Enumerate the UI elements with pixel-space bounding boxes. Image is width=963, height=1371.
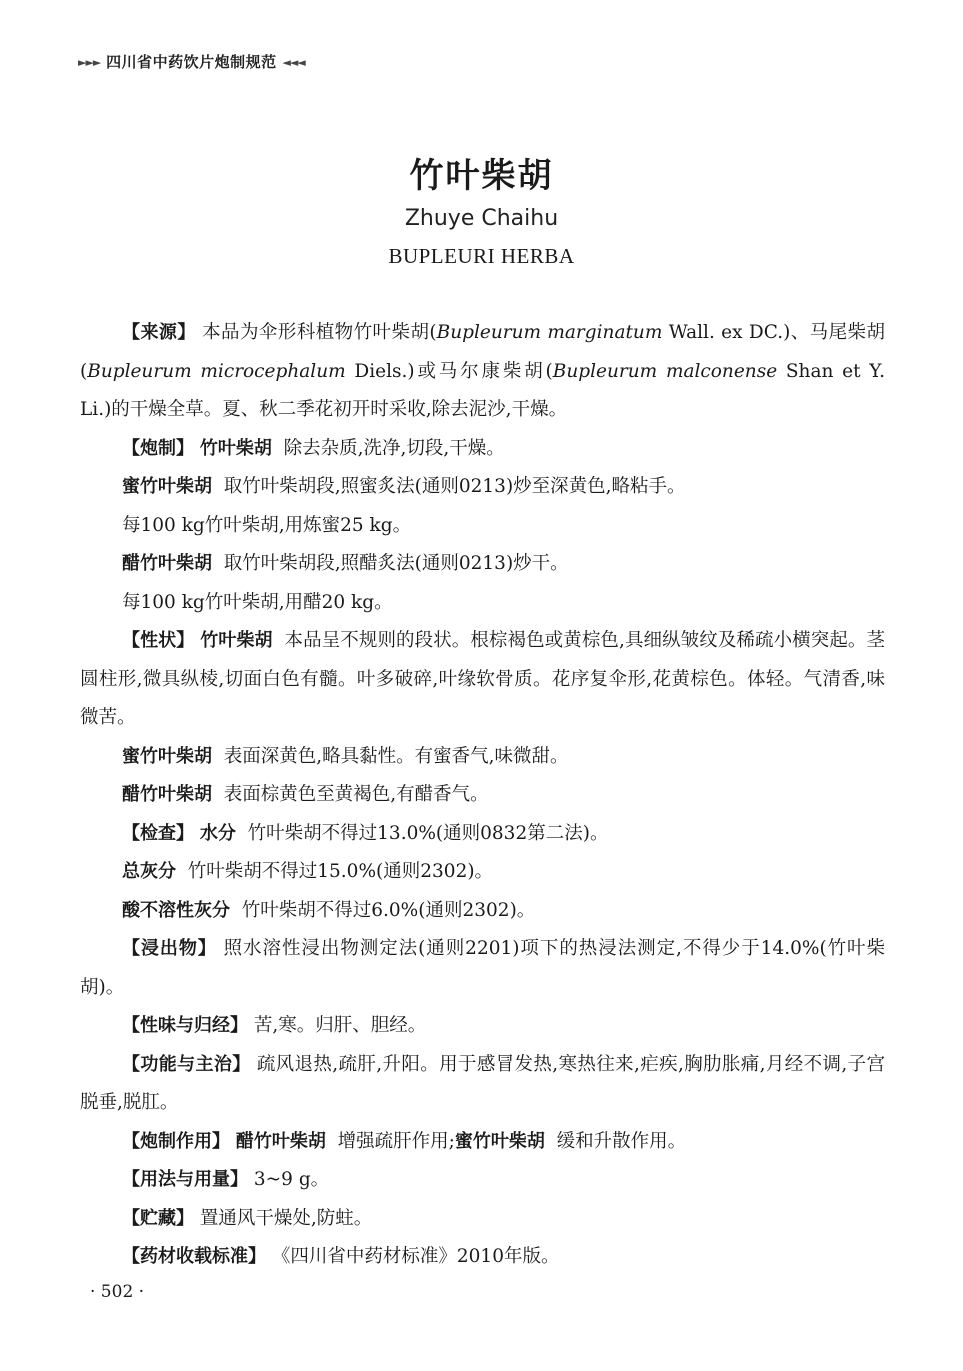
label-usage: 【用法与用量】 <box>122 1169 248 1190</box>
sub-label: 酸不溶性灰分 <box>122 899 230 921</box>
sub-label: 蜜竹叶柴胡 <box>122 745 212 767</box>
section-function: 【功能与主治】 疏风退热,疏肝,升阳。用于感冒发热,寒热往来,疟疾,胸肋胀痛,月经不调,子宫脱垂,脱肛。 <box>80 1053 885 1113</box>
header-right-arrows-icon: ◄◄◄ <box>282 56 305 69</box>
species-name: Bupleurum malconense <box>552 360 778 382</box>
section-inspection: 【检查】 水分 竹叶柴胡不得过13.0%(通则0832第二法)。 <box>122 822 609 844</box>
label-standard: 【药材收载标准】 <box>122 1246 266 1267</box>
label-effect: 【炮制作用】 <box>122 1130 230 1152</box>
sub-label: 醋竹叶柴胡 <box>122 553 212 574</box>
title-latin: BUPLEURI HERBA <box>388 244 575 268</box>
sub-label: 总灰分 <box>122 861 176 882</box>
sub-label: 竹叶柴胡 <box>199 437 272 459</box>
sub-label: 醋竹叶柴胡 <box>235 1130 326 1152</box>
section-extract: 【浸出物】 照水溶性浸出物测定法(通则2201)项下的热浸法测定,不得少于14.0%(竹叶柴胡)。 <box>80 938 886 998</box>
characteristics-vinegar: 醋竹叶柴胡 表面棕黄色至黄褐色,有醋香气。 <box>122 784 489 805</box>
header-left-arrows-icon: ►►► <box>78 56 101 69</box>
processing-honey: 蜜竹叶柴胡 取竹叶柴胡段,照蜜炙法(通则0213)炒至深黄色,略粘手。 <box>122 476 686 497</box>
monograph-body <box>80 314 885 1277</box>
section-characteristics: 【性状】 竹叶柴胡 本品呈不规则的段状。根棕褐色或黄棕色,具细纵皱纹及稀疏小横突起。茎圆柱形,微具纵棱,切面白色有髓。叶多破碎,叶缘软骨质。花序复伞形,花黄棕色。体轻。气清香,味微苦。 <box>80 630 886 728</box>
inspection-ash: 总灰分 竹叶柴胡不得过15.0%(通则2302)。 <box>122 861 494 882</box>
label-nature: 【性味与归经】 <box>122 1015 248 1036</box>
sub-label: 醋竹叶柴胡 <box>122 784 212 805</box>
section-source: 【来源】 本品为伞形科植物竹叶柴胡(Bupleurum marginatum Wall. ex DC.)、马尾柴胡(Bupleurum microcephalum Diels.)或马尔康柴胡(Bupleurum malconense Shan et Y. Li.)的干燥全草。夏、秋二季花初开时采收,除去泥沙,干燥。 <box>80 322 886 420</box>
section-effect: 【炮制作用】 醋竹叶柴胡 增强疏肝作用;蜜竹叶柴胡 缓和升散作用。 <box>122 1130 687 1152</box>
sub-label: 水分 <box>199 822 236 844</box>
label-inspection: 【检查】 <box>122 822 194 844</box>
sub-label: 蜜竹叶柴胡 <box>122 476 212 497</box>
label-characteristics: 【性状】 <box>122 630 195 651</box>
monograph-title-block <box>0 150 963 276</box>
sub-label: 蜜竹叶柴胡 <box>454 1130 545 1152</box>
label-processing: 【炮制】 <box>122 437 194 459</box>
section-standard: 【药材收载标准】 《四川省中药材标准》2010年版。 <box>122 1246 560 1267</box>
running-header <box>78 51 305 72</box>
label-function: 【功能与主治】 <box>122 1053 251 1075</box>
page-number: · 502 · <box>90 1282 145 1302</box>
species-name: Bupleurum marginatum <box>436 322 663 343</box>
label-extract: 【浸出物】 <box>122 938 217 959</box>
processing-vinegar: 醋竹叶柴胡 取竹叶柴胡段,照醋炙法(通则0213)炒干。 <box>122 553 569 574</box>
section-storage: 【贮藏】 置通风干燥处,防蛀。 <box>122 1207 373 1229</box>
processing-honey-ratio: 每100 kg竹叶柴胡,用炼蜜25 kg。 <box>122 514 412 536</box>
header-title: 四川省中药饮片炮制规范 <box>106 53 277 71</box>
label-source: 【来源】 <box>122 322 196 343</box>
characteristics-honey: 蜜竹叶柴胡 表面深黄色,略具黏性。有蜜香气,味微甜。 <box>122 745 569 767</box>
inspection-acid-ash: 酸不溶性灰分 竹叶柴胡不得过6.0%(通则2302)。 <box>122 899 536 921</box>
title-chinese: 竹叶柴胡 <box>409 156 554 196</box>
section-usage: 【用法与用量】 3~9 g。 <box>122 1169 330 1190</box>
section-processing: 【炮制】 竹叶柴胡 除去杂质,洗净,切段,干燥。 <box>122 437 505 459</box>
title-pinyin: Zhuye Chaihu <box>404 206 559 231</box>
section-nature: 【性味与归经】 苦,寒。归肝、胆经。 <box>122 1015 427 1036</box>
sub-label: 竹叶柴胡 <box>200 630 273 651</box>
species-name: Bupleurum microcephalum <box>87 360 346 382</box>
processing-vinegar-ratio: 每100 kg竹叶柴胡,用醋20 kg。 <box>122 591 393 613</box>
label-storage: 【贮藏】 <box>122 1207 194 1229</box>
